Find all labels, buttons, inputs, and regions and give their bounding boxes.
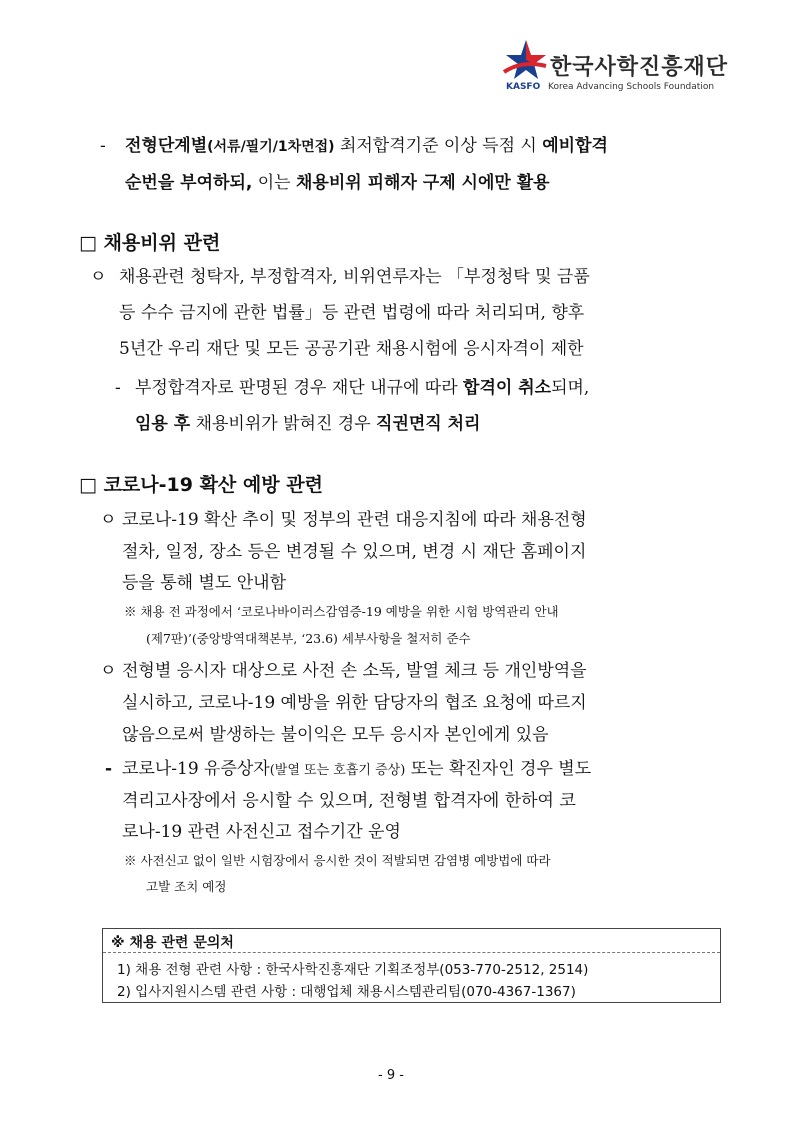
paragraph-line: 채용관련 청탁자, 부정합격자, 비위연루자는 「부정청탁 및 금품 — [119, 267, 590, 287]
paragraph-line: 등을 통해 별도 안내함 — [122, 573, 287, 593]
paragraph-line: 실시하고, 코로나-19 예방을 위한 담당자의 협조 요청에 따르지 — [122, 693, 587, 713]
note-line: (제7판)’(중앙방역대책본부, ‘23.6) 세부사항을 철저히 준수 — [146, 631, 471, 646]
bullet-dash: - — [115, 378, 121, 398]
contact-line: 1) 채용 전형 관련 사항 : 한국사학진흥재단 기획조정부(053-770-2512, 2514) — [117, 962, 589, 978]
text-run: 예비합격 — [542, 136, 608, 156]
text-run: (서류/필기/1차면접) — [207, 139, 335, 155]
section-heading-recruitment-corruption: □ 채용비위 관련 — [79, 232, 221, 254]
paragraph-line: 절차, 일정, 장소 등은 변경될 수 있으며, 변경 시 재단 홈페이지 — [122, 542, 587, 562]
text-run: 채용비위가 밝혀진 경우 — [190, 414, 377, 434]
contact-title: ※ 채용 관련 문의처 — [111, 935, 234, 951]
bullet-circle: ㅇ — [90, 267, 107, 287]
text-run: 또는 확진자인 경우 별도 — [405, 759, 592, 779]
section0-line-2 — [125, 172, 550, 194]
contact-line: 2) 입사지원시스템 관련 사항 : 대행업체 채용시스템관리팀(070-4367-1367) — [117, 984, 576, 1000]
paragraph-line: 코로나-19 확산 추이 및 정부의 관련 대응지침에 따라 채용전형 — [122, 510, 587, 530]
paragraph-line: 격리고사장에서 응시할 수 있으며, 전형별 합격자에 한하여 코 — [122, 791, 576, 811]
sub-line-1 — [135, 377, 589, 399]
text-run: 전형단계별 — [125, 136, 208, 156]
bullet-circle: ㅇ — [100, 661, 117, 681]
page-number: - 9 - — [378, 1068, 404, 1083]
paragraph-line: 로나-19 관련 사전신고 접수기간 운영 — [122, 822, 401, 842]
note-line: 고발 조치 예정 — [146, 879, 227, 894]
text-run: 채용비위 피해자 구제 시에만 활용 — [296, 173, 550, 193]
text-run: (발열 또는 호흡기 증상) — [269, 763, 406, 778]
text-run: 합격이 취소 — [463, 378, 552, 398]
paragraph-line: 5년간 우리 재단 및 모든 공공기관 채용시험에 응시자격이 제한 — [119, 339, 584, 359]
paragraph-line: 않음으로써 발생하는 불이익은 모두 응시자 본인에게 있음 — [122, 725, 549, 745]
sub-line-2 — [135, 413, 480, 435]
text-run: 이는 — [252, 173, 296, 193]
bullet-dash: - — [105, 759, 113, 779]
text-run: 직권면직 처리 — [376, 414, 481, 434]
org-english-name: Korea Advancing Schools Foundation — [548, 82, 715, 92]
paragraph-line — [122, 758, 591, 782]
bullet-circle: ㅇ — [100, 510, 117, 530]
paragraph-line: 전형별 응시자 대상으로 사전 손 소독, 발열 체크 등 개인방역을 — [122, 661, 587, 681]
text-run: 최저합격기준 이상 득점 시 — [334, 136, 543, 156]
section-heading-covid19: □ 코로나-19 확산 예방 관련 — [79, 474, 323, 496]
text-run: 임용 후 — [135, 414, 191, 434]
org-name: 한국사학진흥재단 — [550, 55, 729, 80]
paragraph-line: 등 수수 금지에 관한 법률」등 관련 법령에 따라 처리되며, 향후 — [119, 303, 585, 323]
text-run: 되며, — [551, 378, 590, 398]
text-run: 코로나-19 유증상자 — [122, 759, 270, 779]
text-run: 부정합격자로 판명된 경우 재단 내규에 따라 — [135, 378, 464, 398]
note-line: ※ 채용 전 과정에서 ‘코로나바이러스감염증-19 예방을 위한 시험 방역관리 안내 — [124, 604, 559, 619]
section0-line-1 — [125, 135, 608, 158]
contact-box — [102, 928, 721, 1003]
org-abbr: KASFO — [506, 82, 541, 92]
bullet-dash: - — [100, 136, 106, 156]
note-line: ※ 사전신고 없이 일반 시험장에서 응시한 것이 적발되면 감염병 예방법에 따라 — [124, 853, 551, 868]
star-logo-icon — [500, 38, 550, 84]
contact-box-header — [103, 929, 720, 953]
text-run: 순번을 부여하되, — [125, 173, 253, 193]
